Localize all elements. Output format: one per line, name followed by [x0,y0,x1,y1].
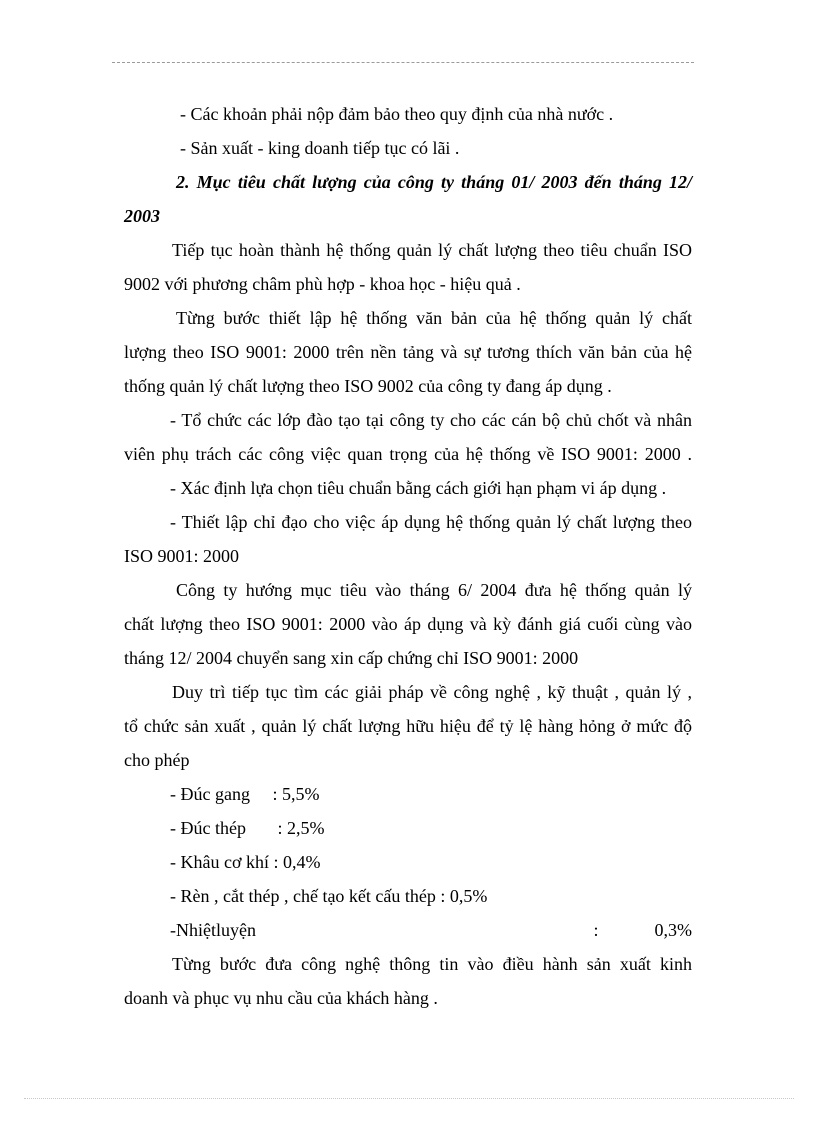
rate-heat-word1: Nhiệt [176,920,216,940]
paragraph-line: cho phép [124,750,190,770]
paragraph-line: thống quản lý chất lượng theo ISO 9002 của công ty đang áp dụng . [124,376,612,396]
paragraph-line: - Thiết lập chỉ đạo cho việc áp dụng hệ thống quản lý chất lượng theo [170,512,692,532]
paragraph-line: chất lượng theo ISO 9001: 2000 vào áp dụng và kỳ đánh giá cuối cùng vào [124,614,692,634]
section-heading-line2: 2003 [124,206,160,226]
paragraph-line: tổ chức sản xuất , quản lý chất lượng hữu hiệu để tỷ lệ hàng hỏng ở mức độ [124,716,692,736]
paragraph-line: doanh và phục vụ nhu cầu của khách hàng . [124,988,438,1008]
paragraph-line: viên phụ trách các công việc quan trọng của hệ thống về ISO 9001: 2000 . [124,444,692,464]
rate-heat-treatment [124,913,692,947]
paragraph-line: tháng 12/ 2004 chuyển sang xin cấp chứng chỉ ISO 9001: 2000 [124,648,579,668]
paragraph-line: lượng theo ISO 9001: 2000 trên nền tảng và sự tương thích văn bản của hệ [124,342,692,362]
bullet-payments: - Các khoản phải nộp đảm bảo theo quy định của nhà nước . [180,104,614,124]
rate-cast-steel: - Đúc thép : 2,5% [170,818,325,838]
rate-heat-value: 0,3% [654,920,692,940]
paragraph-line: Từng bước thiết lập hệ thống văn bản của hệ thống quản lý chất [176,308,692,328]
paragraph-line: - Xác định lựa chọn tiêu chuẩn bằng cách giới hạn phạm vi áp dụng . [170,478,667,498]
rate-forging: - Rèn , cắt thép , chế tạo kết cấu thép : 0,5% [170,886,488,906]
rate-heat-colon: : [593,920,599,940]
paragraph-line: 9002 với phương châm phù hợp - khoa học - hiệu quả . [124,274,521,294]
bullet-profit: - Sản xuất - king doanh tiếp tục có lãi . [180,138,460,158]
paragraph-line: Duy trì tiếp tục tìm các giải pháp về công nghệ , kỹ thuật , quản lý , [172,682,692,702]
paragraph-line: Từng bước đưa công nghệ thông tin vào điều hành sản xuất kinh [172,954,692,974]
page-bottom-border [24,1098,794,1099]
paragraph-line: ISO 9001: 2000 [124,546,240,566]
paragraph-line: Tiếp tục hoàn thành hệ thống quản lý chất lượng theo tiêu chuẩn ISO [172,240,692,260]
rate-heat-word2: luyện [216,920,256,940]
rate-cast-iron: - Đúc gang : 5,5% [170,784,320,804]
paragraph-line: Công ty hướng mục tiêu vào tháng 6/ 2004 đưa hệ thống quản lý [176,580,692,600]
paragraph-line: - Tổ chức các lớp đào tạo tại công ty cho các cán bộ chủ chốt và nhân [170,410,692,430]
page-top-border [112,62,694,63]
document-page [124,97,692,1015]
rate-mechanical: - Khâu cơ khí : 0,4% [170,852,321,872]
section-heading-line1: 2. Mục tiêu chất lượng của công ty tháng 01/ 2003 đến tháng 12/ [176,172,692,192]
rate-heat-dash: - [170,920,176,940]
